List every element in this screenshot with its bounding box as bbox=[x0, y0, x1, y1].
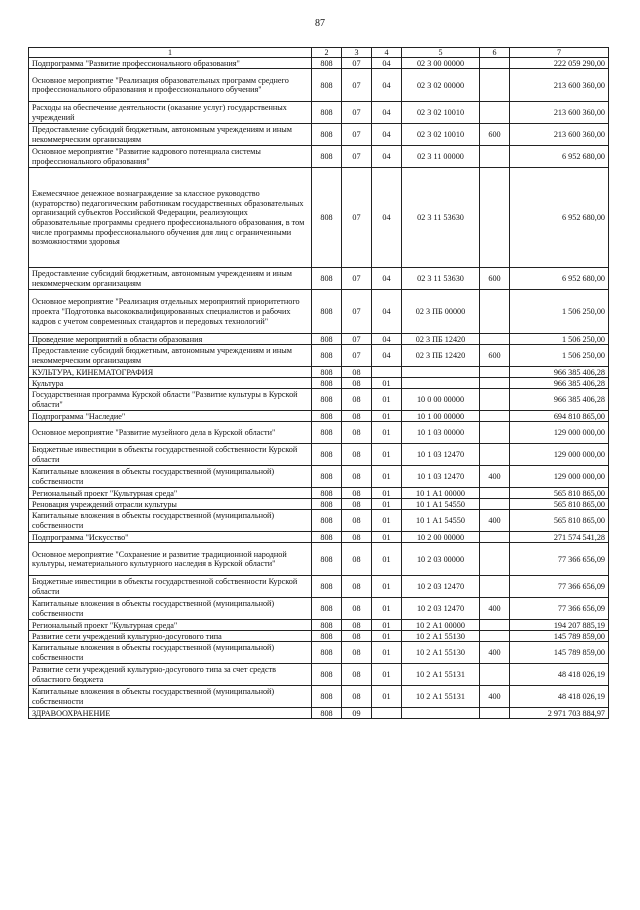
row-target-article-cell bbox=[402, 367, 480, 378]
row-amount-cell: 6 952 680,00 bbox=[510, 146, 609, 168]
row-expense-type-cell: 400 bbox=[480, 642, 510, 664]
table-row bbox=[29, 532, 609, 543]
row-name-cell: Культура bbox=[29, 378, 312, 389]
row-name-cell: Бюджетные инвестиции в объекты государственной собственности Курской области bbox=[29, 444, 312, 466]
row-subsection-cell bbox=[372, 708, 402, 719]
row-subsection-cell: 01 bbox=[372, 444, 402, 466]
row-target-article-cell: 10 2 А1 55130 bbox=[402, 631, 480, 642]
row-expense-type-cell bbox=[480, 290, 510, 334]
row-section-cell: 07 bbox=[342, 334, 372, 345]
row-name-cell: КУЛЬТУРА, КИНЕМАТОГРАФИЯ bbox=[29, 367, 312, 378]
row-target-article-cell: 10 1 А1 00000 bbox=[402, 488, 480, 499]
column-header: 2 bbox=[312, 48, 342, 58]
row-section-cell: 08 bbox=[342, 488, 372, 499]
row-name-cell: Развитие сети учреждений культурно-досугового типа bbox=[29, 631, 312, 642]
row-amount-cell: 222 059 290,00 bbox=[510, 58, 609, 69]
row-name-cell: Основное мероприятие "Сохранение и развитие традиционной народной культуры, нематериального культурного наследия в Курской области" bbox=[29, 543, 312, 576]
row-target-article-cell bbox=[402, 708, 480, 719]
row-expense-type-cell bbox=[480, 58, 510, 69]
row-expense-type-cell bbox=[480, 543, 510, 576]
column-header: 1 bbox=[29, 48, 312, 58]
row-target-article-cell: 02 3 11 53630 bbox=[402, 268, 480, 290]
table-row bbox=[29, 168, 609, 268]
row-code-cell: 808 bbox=[312, 102, 342, 124]
row-target-article-cell: 10 2 А1 00000 bbox=[402, 620, 480, 631]
row-target-article-cell: 02 3 11 53630 bbox=[402, 168, 480, 268]
table-row bbox=[29, 631, 609, 642]
row-target-article-cell: 10 1 А1 54550 bbox=[402, 499, 480, 510]
row-expense-type-cell: 600 bbox=[480, 345, 510, 367]
row-target-article-cell: 02 3 ПБ 00000 bbox=[402, 290, 480, 334]
table-row bbox=[29, 124, 609, 146]
row-amount-cell: 77 366 656,09 bbox=[510, 576, 609, 598]
row-subsection-cell: 01 bbox=[372, 389, 402, 411]
table-row bbox=[29, 411, 609, 422]
table-row bbox=[29, 444, 609, 466]
row-section-cell: 07 bbox=[342, 290, 372, 334]
row-name-cell: Региональный проект "Культурная среда" bbox=[29, 620, 312, 631]
row-expense-type-cell bbox=[480, 631, 510, 642]
row-expense-type-cell bbox=[480, 499, 510, 510]
row-section-cell: 09 bbox=[342, 708, 372, 719]
row-section-cell: 08 bbox=[342, 664, 372, 686]
row-target-article-cell: 02 3 02 10010 bbox=[402, 102, 480, 124]
row-section-cell: 08 bbox=[342, 631, 372, 642]
row-name-cell: Развитие сети учреждений культурно-досугового типа за счет средств областного бюджета bbox=[29, 664, 312, 686]
row-target-article-cell: 10 1 03 00000 bbox=[402, 422, 480, 444]
row-expense-type-cell bbox=[480, 532, 510, 543]
row-section-cell: 08 bbox=[342, 378, 372, 389]
row-amount-cell: 2 971 703 884,97 bbox=[510, 708, 609, 719]
row-target-article-cell: 10 2 03 12470 bbox=[402, 576, 480, 598]
row-expense-type-cell bbox=[480, 664, 510, 686]
row-target-article-cell: 10 1 03 12470 bbox=[402, 466, 480, 488]
row-code-cell: 808 bbox=[312, 168, 342, 268]
table-row bbox=[29, 642, 609, 664]
row-amount-cell: 129 000 000,00 bbox=[510, 422, 609, 444]
row-amount-cell: 213 600 360,00 bbox=[510, 69, 609, 102]
row-amount-cell: 129 000 000,00 bbox=[510, 444, 609, 466]
row-subsection-cell: 01 bbox=[372, 532, 402, 543]
row-section-cell: 08 bbox=[342, 367, 372, 378]
row-name-cell: Реновация учреждений отрасли культуры bbox=[29, 499, 312, 510]
row-name-cell: Капитальные вложения в объекты государственной (муниципальной) собственности bbox=[29, 598, 312, 620]
row-name-cell: Основное мероприятие "Развитие музейного дела в Курской области" bbox=[29, 422, 312, 444]
row-expense-type-cell: 400 bbox=[480, 510, 510, 532]
row-expense-type-cell bbox=[480, 488, 510, 499]
row-amount-cell: 145 789 859,00 bbox=[510, 642, 609, 664]
row-section-cell: 07 bbox=[342, 69, 372, 102]
table-row bbox=[29, 102, 609, 124]
row-section-cell: 08 bbox=[342, 510, 372, 532]
row-subsection-cell: 04 bbox=[372, 102, 402, 124]
row-section-cell: 07 bbox=[342, 146, 372, 168]
table-row bbox=[29, 499, 609, 510]
row-section-cell: 08 bbox=[342, 576, 372, 598]
row-expense-type-cell: 400 bbox=[480, 598, 510, 620]
row-amount-cell: 694 810 865,00 bbox=[510, 411, 609, 422]
row-amount-cell: 129 000 000,00 bbox=[510, 466, 609, 488]
row-target-article-cell: 10 2 03 12470 bbox=[402, 598, 480, 620]
page-number: 87 bbox=[315, 18, 325, 29]
row-name-cell: Предоставление субсидий бюджетным, автономным учреждениям и иным некоммерческим организациям bbox=[29, 345, 312, 367]
row-section-cell: 07 bbox=[342, 345, 372, 367]
row-subsection-cell: 01 bbox=[372, 488, 402, 499]
row-name-cell: Подпрограмма "Наследие" bbox=[29, 411, 312, 422]
row-name-cell: Государственная программа Курской области "Развитие культуры в Курской области" bbox=[29, 389, 312, 411]
table-row bbox=[29, 708, 609, 719]
row-expense-type-cell bbox=[480, 411, 510, 422]
row-code-cell: 808 bbox=[312, 642, 342, 664]
table-row bbox=[29, 576, 609, 598]
row-expense-type-cell bbox=[480, 576, 510, 598]
row-name-cell: Основное мероприятие "Реализация образовательных программ среднего профессионального образования и профессионального обучения" bbox=[29, 69, 312, 102]
row-code-cell: 808 bbox=[312, 389, 342, 411]
row-expense-type-cell bbox=[480, 168, 510, 268]
row-subsection-cell: 04 bbox=[372, 146, 402, 168]
table-row bbox=[29, 422, 609, 444]
row-expense-type-cell bbox=[480, 69, 510, 102]
row-amount-cell: 145 789 859,00 bbox=[510, 631, 609, 642]
row-name-cell: Основное мероприятие "Развитие кадрового потенциала системы профессионального образования" bbox=[29, 146, 312, 168]
row-name-cell: Региональный проект "Культурная среда" bbox=[29, 488, 312, 499]
table-row bbox=[29, 466, 609, 488]
row-expense-type-cell bbox=[480, 620, 510, 631]
row-subsection-cell: 01 bbox=[372, 499, 402, 510]
table-row bbox=[29, 686, 609, 708]
row-code-cell: 808 bbox=[312, 576, 342, 598]
row-section-cell: 07 bbox=[342, 168, 372, 268]
row-section-cell: 08 bbox=[342, 389, 372, 411]
row-subsection-cell bbox=[372, 367, 402, 378]
row-section-cell: 08 bbox=[342, 620, 372, 631]
column-header: 6 bbox=[480, 48, 510, 58]
row-name-cell: Проведение мероприятий в области образования bbox=[29, 334, 312, 345]
row-subsection-cell: 04 bbox=[372, 290, 402, 334]
row-target-article-cell: 10 1 03 12470 bbox=[402, 444, 480, 466]
row-name-cell: Капитальные вложения в объекты государственной (муниципальной) собственности bbox=[29, 510, 312, 532]
row-amount-cell: 1 506 250,00 bbox=[510, 290, 609, 334]
table-row bbox=[29, 378, 609, 389]
row-amount-cell: 565 810 865,00 bbox=[510, 499, 609, 510]
row-code-cell: 808 bbox=[312, 664, 342, 686]
row-code-cell: 808 bbox=[312, 620, 342, 631]
row-expense-type-cell: 600 bbox=[480, 268, 510, 290]
row-subsection-cell: 01 bbox=[372, 664, 402, 686]
row-target-article-cell bbox=[402, 378, 480, 389]
row-name-cell: Основное мероприятие "Реализация отдельных мероприятий приоритетного проекта "Подготовка высококвалифицированных специалистов и рабочих кадров с учетом современных стандартов и передовых технологий" bbox=[29, 290, 312, 334]
row-section-cell: 07 bbox=[342, 268, 372, 290]
table-row bbox=[29, 389, 609, 411]
row-target-article-cell: 10 2 03 00000 bbox=[402, 543, 480, 576]
row-code-cell: 808 bbox=[312, 367, 342, 378]
row-target-article-cell: 10 2 А1 55131 bbox=[402, 686, 480, 708]
row-section-cell: 07 bbox=[342, 58, 372, 69]
row-section-cell: 08 bbox=[342, 543, 372, 576]
table-row bbox=[29, 543, 609, 576]
row-code-cell: 808 bbox=[312, 708, 342, 719]
row-name-cell: Капитальные вложения в объекты государственной (муниципальной) собственности bbox=[29, 466, 312, 488]
row-subsection-cell: 01 bbox=[372, 378, 402, 389]
row-section-cell: 08 bbox=[342, 411, 372, 422]
row-expense-type-cell bbox=[480, 378, 510, 389]
column-header: 5 bbox=[402, 48, 480, 58]
row-name-cell: Предоставление субсидий бюджетным, автономным учреждениям и иным некоммерческим организациям bbox=[29, 124, 312, 146]
row-subsection-cell: 01 bbox=[372, 466, 402, 488]
row-code-cell: 808 bbox=[312, 466, 342, 488]
row-amount-cell: 213 600 360,00 bbox=[510, 102, 609, 124]
table-row bbox=[29, 334, 609, 345]
row-code-cell: 808 bbox=[312, 422, 342, 444]
row-expense-type-cell bbox=[480, 422, 510, 444]
row-subsection-cell: 04 bbox=[372, 69, 402, 102]
row-code-cell: 808 bbox=[312, 345, 342, 367]
row-section-cell: 08 bbox=[342, 598, 372, 620]
table-row bbox=[29, 488, 609, 499]
row-code-cell: 808 bbox=[312, 499, 342, 510]
row-subsection-cell: 01 bbox=[372, 631, 402, 642]
row-subsection-cell: 01 bbox=[372, 620, 402, 631]
row-subsection-cell: 04 bbox=[372, 58, 402, 69]
row-expense-type-cell: 400 bbox=[480, 466, 510, 488]
row-amount-cell: 1 506 250,00 bbox=[510, 334, 609, 345]
row-section-cell: 08 bbox=[342, 499, 372, 510]
row-expense-type-cell bbox=[480, 367, 510, 378]
row-code-cell: 808 bbox=[312, 378, 342, 389]
row-code-cell: 808 bbox=[312, 510, 342, 532]
row-subsection-cell: 01 bbox=[372, 422, 402, 444]
row-code-cell: 808 bbox=[312, 631, 342, 642]
row-section-cell: 08 bbox=[342, 642, 372, 664]
row-expense-type-cell bbox=[480, 444, 510, 466]
column-header: 3 bbox=[342, 48, 372, 58]
row-target-article-cell: 02 3 ПБ 12420 bbox=[402, 345, 480, 367]
row-amount-cell: 77 366 656,09 bbox=[510, 598, 609, 620]
row-expense-type-cell: 600 bbox=[480, 124, 510, 146]
row-amount-cell: 966 385 406,28 bbox=[510, 367, 609, 378]
column-header: 4 bbox=[372, 48, 402, 58]
row-name-cell: Подпрограмма "Искусство" bbox=[29, 532, 312, 543]
row-amount-cell: 194 207 885,19 bbox=[510, 620, 609, 631]
row-subsection-cell: 01 bbox=[372, 543, 402, 576]
row-target-article-cell: 02 3 02 10010 bbox=[402, 124, 480, 146]
row-section-cell: 08 bbox=[342, 444, 372, 466]
table-row bbox=[29, 598, 609, 620]
row-target-article-cell: 10 0 00 00000 bbox=[402, 389, 480, 411]
column-header: 7 bbox=[510, 48, 609, 58]
row-section-cell: 08 bbox=[342, 686, 372, 708]
row-subsection-cell: 04 bbox=[372, 268, 402, 290]
row-subsection-cell: 01 bbox=[372, 686, 402, 708]
row-code-cell: 808 bbox=[312, 532, 342, 543]
row-subsection-cell: 04 bbox=[372, 334, 402, 345]
row-target-article-cell: 10 1 00 00000 bbox=[402, 411, 480, 422]
table-row bbox=[29, 290, 609, 334]
row-code-cell: 808 bbox=[312, 488, 342, 499]
row-code-cell: 808 bbox=[312, 444, 342, 466]
row-expense-type-cell bbox=[480, 146, 510, 168]
row-expense-type-cell bbox=[480, 334, 510, 345]
table-row bbox=[29, 69, 609, 102]
row-subsection-cell: 01 bbox=[372, 598, 402, 620]
row-code-cell: 808 bbox=[312, 290, 342, 334]
row-name-cell: Подпрограмма "Развитие профессионального образования" bbox=[29, 58, 312, 69]
row-subsection-cell: 01 bbox=[372, 510, 402, 532]
table-body bbox=[29, 58, 609, 719]
row-code-cell: 808 bbox=[312, 124, 342, 146]
row-code-cell: 808 bbox=[312, 598, 342, 620]
table-row bbox=[29, 367, 609, 378]
row-amount-cell: 213 600 360,00 bbox=[510, 124, 609, 146]
row-amount-cell: 271 574 541,28 bbox=[510, 532, 609, 543]
row-amount-cell: 1 506 250,00 bbox=[510, 345, 609, 367]
row-name-cell: Капитальные вложения в объекты государственной (муниципальной) собственности bbox=[29, 642, 312, 664]
row-amount-cell: 48 418 026,19 bbox=[510, 686, 609, 708]
row-subsection-cell: 04 bbox=[372, 124, 402, 146]
row-name-cell: Ежемесячное денежное вознаграждение за классное руководство (кураторство) педагогическим работникам государственных образовательных организаций субъектов Российской Федерации, реализующих образовательные программы среднего профессионального образования, в том числе программы профессионального обучения для лиц с ограниченными возможностями здоровья bbox=[29, 168, 312, 268]
row-subsection-cell: 04 bbox=[372, 168, 402, 268]
row-subsection-cell: 01 bbox=[372, 576, 402, 598]
row-amount-cell: 966 385 406,28 bbox=[510, 378, 609, 389]
row-code-cell: 808 bbox=[312, 146, 342, 168]
table-row bbox=[29, 664, 609, 686]
row-amount-cell: 48 418 026,19 bbox=[510, 664, 609, 686]
row-section-cell: 08 bbox=[342, 422, 372, 444]
table-row bbox=[29, 268, 609, 290]
row-target-article-cell: 10 2 А1 55130 bbox=[402, 642, 480, 664]
table-row bbox=[29, 146, 609, 168]
row-code-cell: 808 bbox=[312, 58, 342, 69]
row-code-cell: 808 bbox=[312, 543, 342, 576]
row-code-cell: 808 bbox=[312, 268, 342, 290]
row-target-article-cell: 02 3 02 00000 bbox=[402, 69, 480, 102]
row-section-cell: 08 bbox=[342, 532, 372, 543]
row-name-cell: ЗДРАВООХРАНЕНИЕ bbox=[29, 708, 312, 719]
row-section-cell: 07 bbox=[342, 102, 372, 124]
row-amount-cell: 77 366 656,09 bbox=[510, 543, 609, 576]
row-amount-cell: 6 952 680,00 bbox=[510, 268, 609, 290]
row-code-cell: 808 bbox=[312, 411, 342, 422]
table-header-row bbox=[29, 48, 609, 58]
row-name-cell: Расходы на обеспечение деятельности (оказание услуг) государственных учреждений bbox=[29, 102, 312, 124]
row-amount-cell: 6 952 680,00 bbox=[510, 168, 609, 268]
row-subsection-cell: 01 bbox=[372, 411, 402, 422]
row-expense-type-cell bbox=[480, 102, 510, 124]
table-row bbox=[29, 620, 609, 631]
table-row bbox=[29, 345, 609, 367]
budget-table bbox=[28, 47, 609, 719]
row-target-article-cell: 10 2 00 00000 bbox=[402, 532, 480, 543]
row-amount-cell: 966 385 406,28 bbox=[510, 389, 609, 411]
row-subsection-cell: 04 bbox=[372, 345, 402, 367]
row-code-cell: 808 bbox=[312, 686, 342, 708]
row-section-cell: 08 bbox=[342, 466, 372, 488]
row-section-cell: 07 bbox=[342, 124, 372, 146]
row-name-cell: Предоставление субсидий бюджетным, автономным учреждениям и иным некоммерческим организациям bbox=[29, 268, 312, 290]
row-expense-type-cell: 400 bbox=[480, 686, 510, 708]
row-name-cell: Капитальные вложения в объекты государственной (муниципальной) собственности bbox=[29, 686, 312, 708]
row-expense-type-cell bbox=[480, 389, 510, 411]
row-amount-cell: 565 810 865,00 bbox=[510, 510, 609, 532]
row-expense-type-cell bbox=[480, 708, 510, 719]
row-target-article-cell: 02 3 00 00000 bbox=[402, 58, 480, 69]
row-name-cell: Бюджетные инвестиции в объекты государственной собственности Курской области bbox=[29, 576, 312, 598]
row-subsection-cell: 01 bbox=[372, 642, 402, 664]
row-target-article-cell: 10 2 А1 55131 bbox=[402, 664, 480, 686]
table-row bbox=[29, 510, 609, 532]
row-target-article-cell: 02 3 11 00000 bbox=[402, 146, 480, 168]
row-code-cell: 808 bbox=[312, 334, 342, 345]
table-row bbox=[29, 58, 609, 69]
row-amount-cell: 565 810 865,00 bbox=[510, 488, 609, 499]
row-code-cell: 808 bbox=[312, 69, 342, 102]
row-target-article-cell: 10 1 А1 54550 bbox=[402, 510, 480, 532]
row-target-article-cell: 02 3 ПБ 12420 bbox=[402, 334, 480, 345]
